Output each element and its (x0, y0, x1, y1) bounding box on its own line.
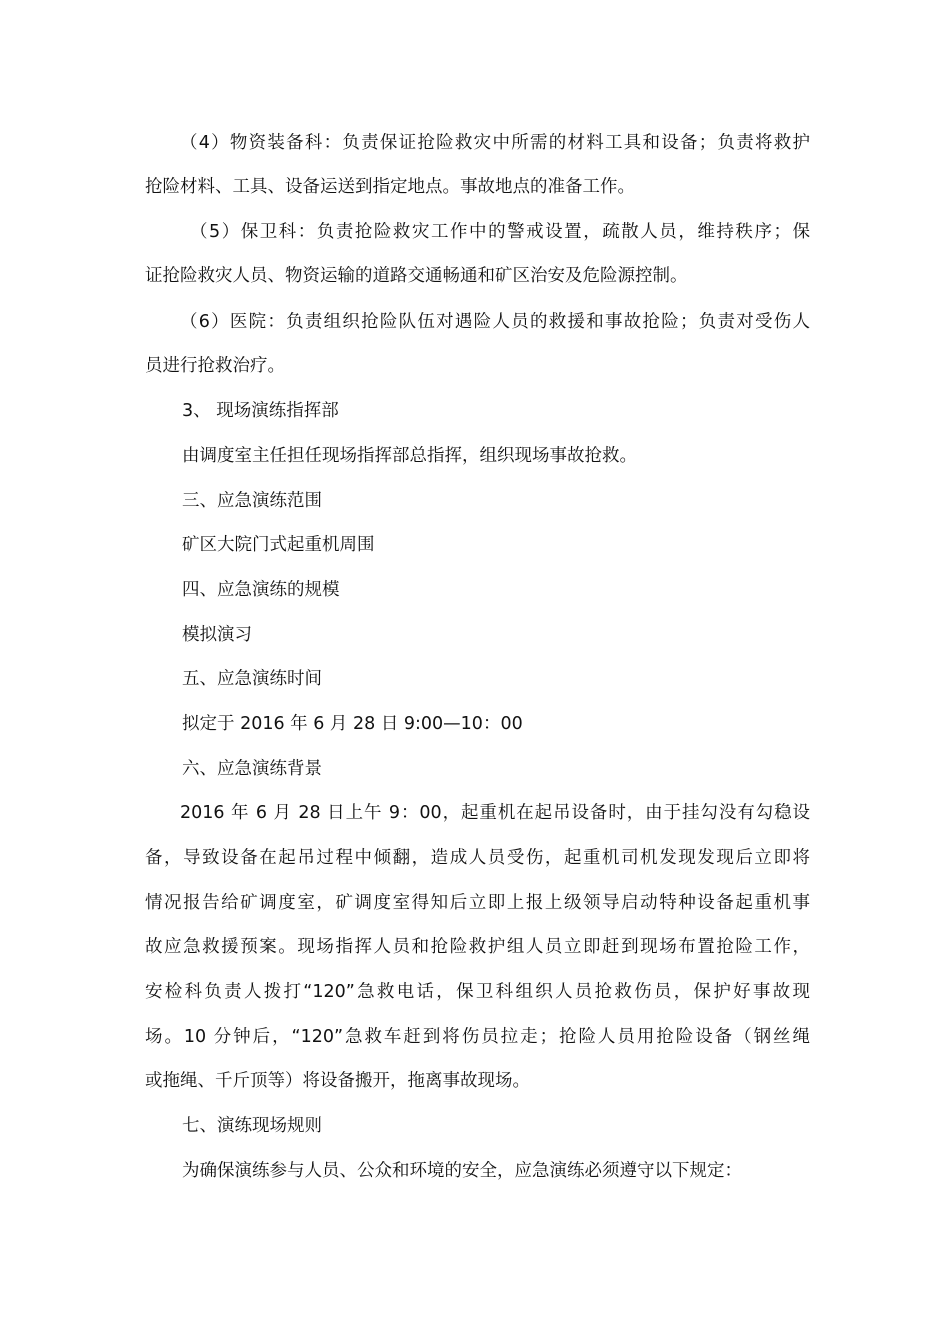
paragraph-line: 备，导致设备在起吊过程中倾翻，造成人员受伤，起重机司机发现发现后立即将 (145, 848, 810, 868)
paragraph-line: 由调度室主任担任现场指挥部总指挥，组织现场事故抢救。 (182, 446, 637, 466)
section-heading: 三、应急演练范围 (182, 491, 322, 511)
paragraph-line: 情况报告给矿调度室，矿调度室得知后立即上报上级领导启动特种设备起重机事 (145, 893, 810, 913)
paragraph-line: 模拟演习 (182, 625, 252, 645)
paragraph-line: 拟定于 2016 年 6 月 28 日 9:00—10：00 (182, 714, 523, 734)
paragraph-line: 或拖绳、千斤顶等）将设备搬开，拖离事故现场。 (145, 1071, 530, 1091)
paragraph-line: 矿区大院门式起重机周围 (182, 535, 375, 555)
section-heading: 四、应急演练的规模 (182, 580, 340, 600)
paragraph-line: 场。10 分钟后，“120”急救车赶到将伤员拉走；抢险人员用抢险设备（钢丝绳 (145, 1027, 810, 1047)
paragraph-line: （5）保卫科：负责抢险救灾工作中的警戒设置，疏散人员，维持秩序；保 (190, 222, 810, 242)
paragraph-line: 2016 年 6 月 28 日上午 9：00，起重机在起吊设备时，由于挂勾没有勾稳设 (180, 803, 810, 823)
section-heading: 3、 现场演练指挥部 (182, 401, 339, 421)
paragraph-line: （6）医院：负责组织抢险队伍对遇险人员的救援和事故抢险；负责对受伤人 (180, 312, 810, 332)
paragraph-line: 安检科负责人拨打“120”急救电话，保卫科组织人员抢救伤员，保护好事故现 (145, 982, 810, 1002)
paragraph-line: 员进行抢救治疗。 (145, 356, 285, 376)
paragraph-line: （4）物资装备科：负责保证抢险救灾中所需的材料工具和设备；负责将救护 (180, 133, 810, 153)
paragraph-line: 抢险材料、工具、设备运送到指定地点。事故地点的准备工作。 (145, 177, 635, 197)
section-heading: 七、演练现场规则 (182, 1116, 322, 1136)
paragraph-line: 证抢险救灾人员、物资运输的道路交通畅通和矿区治安及危险源控制。 (145, 266, 688, 286)
paragraph-line: 故应急救援预案。现场指挥人员和抢险救护组人员立即赶到现场布置抢险工作， (145, 937, 810, 957)
section-heading: 五、应急演练时间 (182, 669, 322, 689)
section-heading: 六、应急演练背景 (182, 759, 322, 779)
paragraph-line: 为确保演练参与人员、公众和环境的安全，应急演练必须遵守以下规定： (182, 1161, 742, 1181)
